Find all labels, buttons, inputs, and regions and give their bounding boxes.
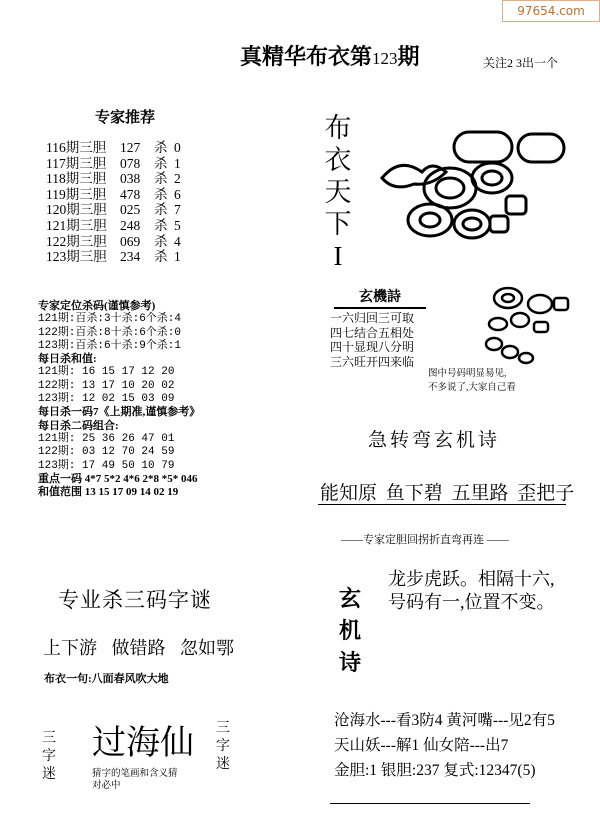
guohaixian-note-line: 对必中 — [92, 781, 121, 791]
expert-kill-label: 杀 — [154, 233, 168, 249]
poem-line: 四七结合五相处 — [330, 325, 415, 340]
sum-kill-row: 121期: 16 15 17 12 20 — [38, 366, 175, 379]
expert-row — [46, 156, 181, 172]
expert-kill-value: 0 — [174, 140, 181, 155]
expert-issue: 118期三胆 — [46, 171, 107, 187]
vertical-char: 机 — [338, 618, 361, 643]
image-note — [428, 365, 516, 393]
poem-line: 四十显现八分明 — [330, 340, 415, 354]
kill-two-heading: 每日杀二码组合: — [38, 419, 119, 432]
position-kill-heading: 专家定位杀码(谨慎参考) — [38, 300, 156, 312]
position-kill-row: 123期:百杀:6十杀:9个杀:1 — [38, 339, 182, 352]
vertical-char: 下 — [324, 209, 352, 239]
vertical-char: 三 — [42, 731, 56, 746]
expert-kill-label: 杀 — [154, 217, 168, 233]
expert-list — [46, 140, 181, 265]
vertical-char: 诗 — [338, 650, 361, 675]
vertical-char: 字 — [216, 739, 230, 754]
sum-kill-heading: 每日杀和值: — [38, 353, 97, 366]
expert-issue: 119期三胆 — [46, 186, 107, 202]
xuanji-lines — [388, 568, 555, 614]
answer-lines — [334, 708, 555, 783]
answer-line: 沧海水---看3防4 黄河嘴---见2有5 — [334, 712, 555, 729]
expert-row — [46, 140, 181, 156]
expert-row — [46, 202, 181, 218]
kill-two-row: 121期: 25 36 26 47 01 — [38, 432, 175, 445]
top-note: 关注2 3出一个 — [483, 56, 559, 70]
sum-kill-row: 122期: 13 17 10 20 02 — [38, 379, 175, 392]
answer-line: 金胆:1 银胆:237 复式:12347(5) — [334, 762, 536, 779]
kill-two-row: 123期: 17 49 50 10 79 — [38, 459, 175, 472]
expert-kill-value: 4 — [174, 233, 181, 249]
expert-row — [46, 218, 181, 234]
expert-heading: 专家推荐 — [95, 110, 156, 126]
page-title — [240, 40, 420, 71]
image-note-line: 图中号码明显易见, — [428, 369, 507, 379]
three-char-riddle-left — [40, 730, 58, 784]
guohaixian-note — [92, 768, 178, 792]
expert-issue: 116期三胆 — [46, 140, 107, 155]
riddle-underline — [318, 504, 566, 505]
title-prefix: 真精华布衣第 — [240, 44, 373, 69]
poem-box — [330, 286, 430, 369]
expert-code: 234 — [120, 249, 141, 265]
xuanji-vertical — [337, 583, 363, 679]
position-kill-row: 122期:百杀:8十杀:6个杀:0 — [38, 326, 182, 339]
vertical-char: 字 — [42, 749, 56, 764]
kill-three-riddle-heading: 专业杀三码字谜 — [58, 588, 212, 612]
expert-kill-value: 7 — [174, 202, 181, 218]
expert-issue: 121期三胆 — [46, 217, 107, 233]
vertical-char: I — [333, 241, 343, 271]
expert-kill-label: 杀 — [154, 186, 168, 202]
expert-kill-label: 杀 — [154, 202, 168, 218]
poem-lines — [330, 311, 430, 369]
riddle-words: 上下游 做错路 忽如鄂 — [43, 638, 234, 658]
expert-row — [46, 249, 181, 265]
poem-title: 玄機詩 — [334, 286, 426, 309]
expert-kill-value: 6 — [174, 186, 181, 202]
poem-line: 三六旺开四来临 — [330, 354, 415, 369]
xuanji-line: 龙步虎跃。相隔十六, — [388, 569, 555, 589]
coins-illustration-top — [372, 120, 572, 250]
three-char-riddle-right — [214, 720, 232, 774]
expert-kill-value: 1 — [174, 155, 181, 171]
vertical-char: 三 — [216, 721, 230, 736]
site-watermark: 97654.com — [502, 0, 600, 22]
riddle-phrases: 能知原 鱼下碧 五里路 歪把子 — [320, 483, 575, 504]
vertical-char: 衣 — [324, 145, 352, 175]
expert-kill-value: 1 — [174, 249, 181, 265]
poem-line: 一六归回三可取 — [330, 311, 415, 325]
xuanji-line: 号码有一,位置不变。 — [388, 592, 555, 612]
kill-one-code: 每日杀一码7《上期准,谨慎参考》 — [38, 406, 201, 419]
expert-code: 069 — [120, 233, 141, 249]
vertical-char: 玄 — [338, 586, 361, 611]
expert-kill-value: 2 — [174, 171, 181, 187]
expert-kill-label: 杀 — [154, 140, 168, 155]
expert-row — [46, 171, 181, 187]
position-kill-row: 121期:百杀:3十杀:6个杀:4 — [38, 313, 182, 326]
buyi-tianxia-vertical — [318, 112, 358, 272]
expert-kill-label: 杀 — [154, 155, 168, 171]
title-suffix: 期 — [397, 44, 420, 69]
vertical-char: 迷 — [216, 757, 230, 772]
kill-two-row: 122期: 03 12 70 24 59 — [38, 446, 175, 459]
guohaixian-note-line: 猜字的笔画和含义猜 — [92, 769, 178, 779]
expert-kill-label: 杀 — [154, 171, 168, 187]
expert-code: 478 — [120, 186, 141, 202]
title-issue-number: 123 — [372, 49, 398, 68]
buyi-sentence: 布衣一句:八面春风吹大地 — [44, 673, 169, 685]
answer-line: 天山妖---解1 仙女陪---出7 — [334, 737, 509, 754]
expert-code: 078 — [120, 155, 141, 171]
expert-code: 038 — [120, 171, 141, 187]
focus-code: 重点一码 4*7 5*2 4*6 2*8 *5* 046 — [38, 472, 198, 485]
expert-issue: 117期三胆 — [46, 155, 107, 171]
expert-issue: 123期三胆 — [46, 249, 107, 265]
expert-bravery-note: ——专家定胆回拐折直弯再连 —— — [341, 534, 509, 546]
expert-row — [46, 187, 181, 203]
vertical-char: 迷 — [42, 767, 56, 782]
sum-range: 和值范围 13 15 17 09 14 02 19 — [38, 486, 179, 499]
guohaixian-riddle: 过海仙 — [92, 725, 194, 762]
expert-code: 025 — [120, 202, 141, 218]
bottom-rule — [330, 803, 530, 804]
expert-issue: 120期三胆 — [46, 202, 107, 218]
riddle-poem-heading: 急转弯玄机诗 — [368, 430, 501, 451]
vertical-char: 天 — [324, 177, 352, 207]
sum-kill-row: 123期: 12 02 15 03 09 — [38, 393, 175, 406]
vertical-char: 布 — [324, 113, 352, 143]
image-note-line: 不多说了,大家自己看 — [428, 383, 516, 393]
expert-row — [46, 234, 181, 250]
expert-kill-label: 杀 — [154, 249, 168, 265]
expert-kill-value: 5 — [174, 217, 181, 233]
expert-code: 127 — [120, 140, 141, 155]
kill-code-section — [38, 300, 200, 499]
expert-issue: 122期三胆 — [46, 233, 107, 249]
expert-code: 248 — [120, 217, 141, 233]
coins-illustration-bottom — [470, 282, 580, 367]
